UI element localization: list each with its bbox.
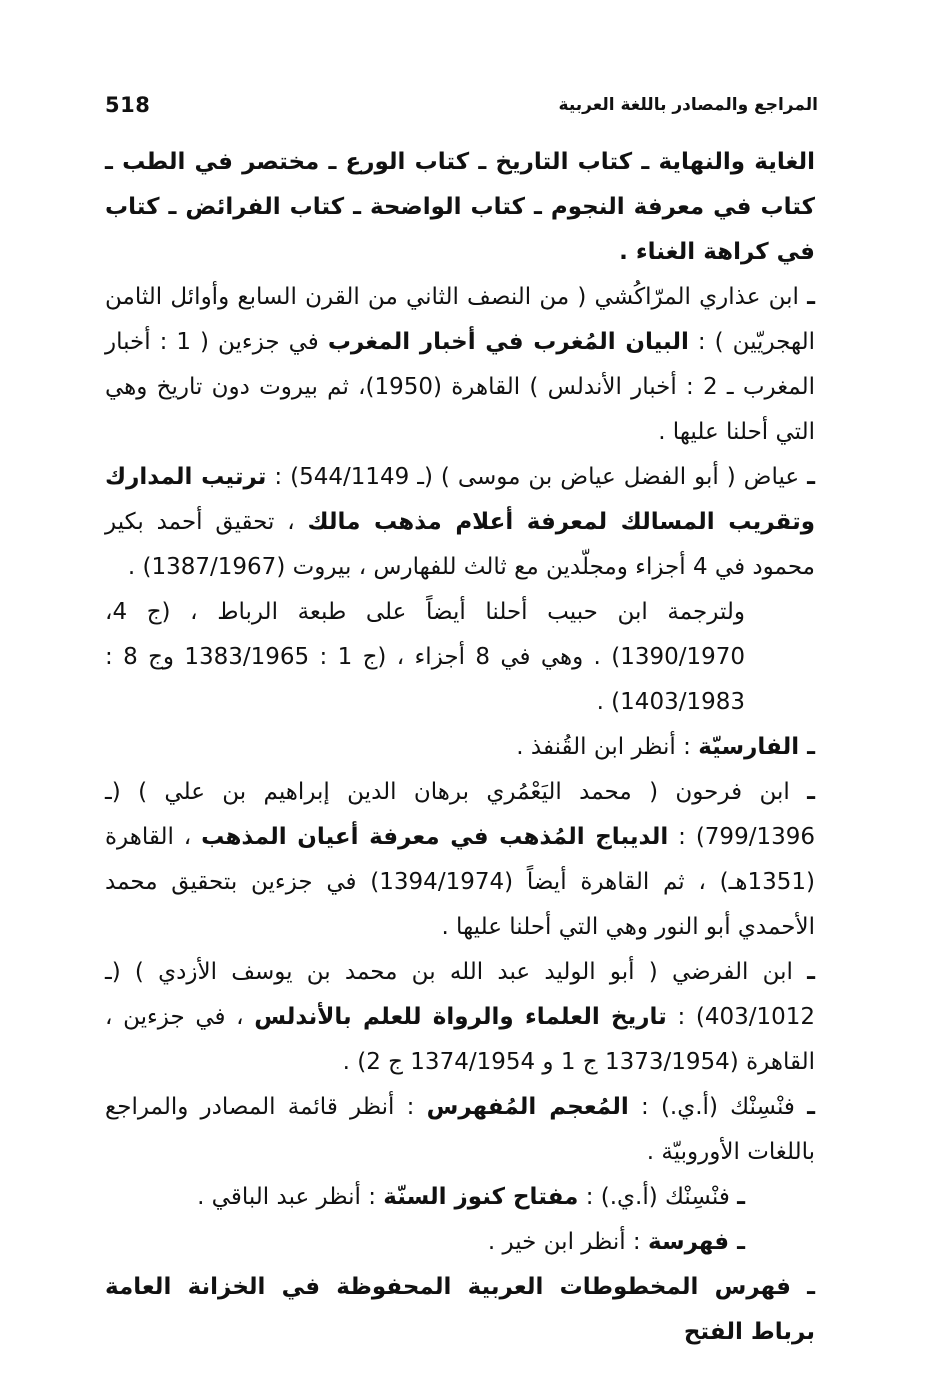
entry-author: ابن عذاري المرّاكُشي ( من النصف الثاني من القرن السابع وأوائل الثامن الهجريّين ) : [105,284,815,355]
entry-dash: ـ [807,734,815,760]
entry-author: ابن الفرضي ( أبو الوليد عبد الله بن محمد بن يوسف الأزدي ) (ـ 403/1012) : [105,959,815,1030]
entry-farisiyya [105,725,815,770]
entry-title: البيان المُغرب في أخبار المغرب [327,329,689,355]
entry-author: ابن فرحون ( محمد اليَعْمُري برهان الدين إبراهيم بن علي ) (ـ 799/1396) : [105,779,815,850]
entry-details: : أنظر ابن القُنفذ . [516,734,699,760]
entry-details: ، القاهرة (1351هـ) ، ثم القاهرة أيضاً (1394/1974) في جزءين بتحقيق محمد الأحمدي أبو النور وهي التي أحلنا عليها . [105,824,816,940]
entry-details: ، في جزءين ، القاهرة (1373/1954 ج 1 و 1374/1954 ج 2) . [105,1004,815,1075]
entry-dash: ـ [807,1274,815,1300]
entry-title: الفارسيّة [698,734,808,760]
entry-title: تاريخ العلماء والرواة للعلم بالأندلس [254,1004,667,1030]
entry-title: مفتاح كنوز السنّة [383,1184,579,1210]
entry-details: : أنظر قائمة المصادر والمراجع باللغات الأوروبيّة . [105,1094,815,1165]
entry-author: فنْسِنْك (أ.ي.) : [578,1184,738,1210]
entry-iyad [105,455,815,590]
entry-dash: ـ [807,284,815,310]
entry-details: ، تحقيق أحمد بكير محمود في 4 أجزاء ومجلّدين مع ثالث للفهارس ، بيروت (1387/1967) . [105,509,815,580]
entry-fahrasa [105,1220,815,1265]
entry-details: في جزءين ( 1 : أخبار المغرب ـ 2 : أخبار الأندلس ) القاهرة (1950)، ثم بيروت دون تاريخ وهي التي أحلنا عليها . [105,329,815,445]
entry-dash: ـ [807,1094,816,1120]
entry-manuscripts-catalogue [105,1265,815,1355]
entry-ibn-idhari [105,275,815,455]
entry-dash: ـ [807,464,815,490]
entry-details: : أنظر ابن خير . [487,1229,648,1255]
entry-author: عياض ( أبو الفضل عياض بن موسى ) (ـ 544/1149) : [266,464,808,490]
entry-ibn-faradi [105,950,815,1085]
entry-wensinck-concordance [105,1085,815,1175]
running-title: المراجع والمصادر باللغة العربية [558,95,818,115]
entry-wensinck-miftah [105,1175,815,1220]
entry-title: الديباج المُذهب في معرفة أعيان المذهب [201,824,669,850]
entry-title: فهرس المخطوطات العربية المحفوظة في الخزانة العامة برباط الفتح [105,1274,815,1345]
entry-title: ترتيب المدارك وتقريب المسالك لمعرفة أعلام مذهب مالك [105,464,815,535]
entry-title: فهرسة [648,1229,738,1255]
entry-dash: ـ [737,1184,745,1210]
page-body [105,140,815,1355]
entry-dash: ـ [737,1229,745,1255]
entry-title: المُعجم المُفهرس [426,1094,629,1120]
entry-details: : أنظر عبد الباقي . [197,1184,384,1210]
entry-dash: ـ [807,779,815,805]
continuation-paragraph: الغاية والنهاية ـ كتاب التاريخ ـ كتاب الورع ـ مختصر في الطب ـ كتاب في معرفة النجوم ـ كتاب الواضحة ـ كتاب الفرائض ـ كتاب في كراهة الغناء . [105,149,815,265]
page-number: 518 [105,93,151,117]
entry-dash: ـ [807,959,815,985]
entry-author: فنْسِنْك (أ.ي.) : [628,1094,808,1120]
entry-iyad-note: ولترجمة ابن حبيب أحلنا أيضاً على طبعة الرباط ، (ج 4، 1390/1970) . وهي في 8 أجزاء ، (ج 1 : 1383/1965 وج 8 : 1403/1983) . [105,599,746,715]
page-header [105,88,818,122]
entry-ibn-farhun [105,770,815,950]
